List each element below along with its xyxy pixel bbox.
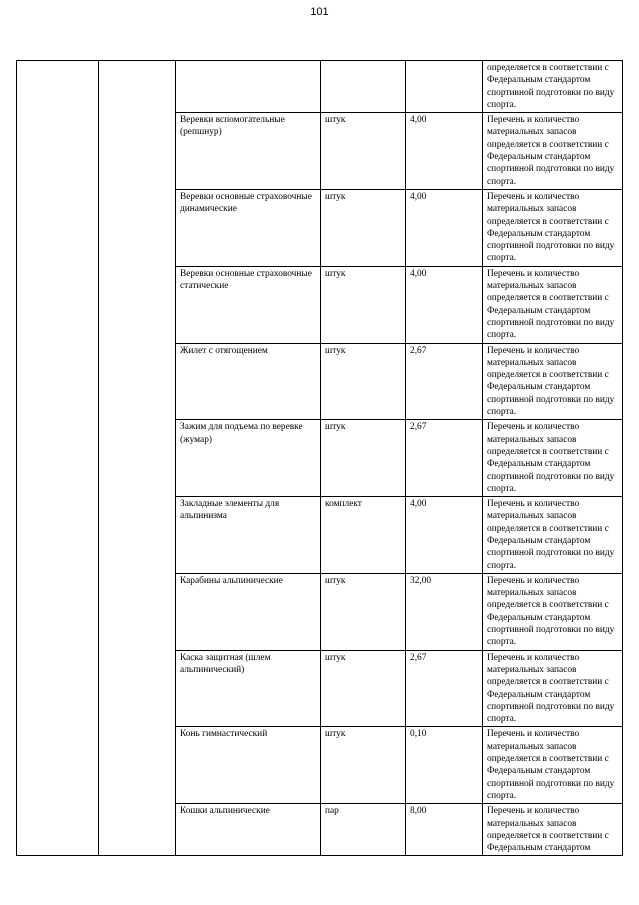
unit-cell <box>321 61 406 113</box>
merged-blank-cell-1 <box>17 61 99 856</box>
name-cell: Каска защитная (шлем альпинический) <box>176 650 321 727</box>
name-cell: Конь гимнастический <box>176 727 321 804</box>
equipment-table <box>16 60 623 856</box>
qty-cell: 2,67 <box>406 420 483 497</box>
name-cell: Кошки альпинические <box>176 804 321 856</box>
merged-blank-cell-2 <box>99 61 176 856</box>
qty-cell: 0,10 <box>406 727 483 804</box>
qty-cell <box>406 61 483 113</box>
note-cell: Перечень и количество материальных запасов определяется в соответствии с Федеральным стандартом спортивной подготовки по виду спорта. <box>483 189 623 266</box>
name-cell: Веревки вспомогательные (репшнур) <box>176 113 321 190</box>
qty-cell: 2,67 <box>406 650 483 727</box>
note-cell: Перечень и количество материальных запасов определяется в соответствии с Федеральным стандартом спортивной подготовки по виду спорта. <box>483 497 623 574</box>
unit-cell: штук <box>321 343 406 420</box>
unit-cell: штук <box>321 420 406 497</box>
name-cell: Веревки основные страховочные статические <box>176 266 321 343</box>
qty-cell: 4,00 <box>406 189 483 266</box>
qty-cell: 4,00 <box>406 266 483 343</box>
unit-cell: штук <box>321 189 406 266</box>
name-cell: Закладные элементы для альпинизма <box>176 497 321 574</box>
note-cell: Перечень и количество материальных запасов определяется в соответствии с Федеральным стандартом спортивной подготовки по виду спорта. <box>483 573 623 650</box>
page-number: 101 <box>310 6 329 18</box>
unit-cell: пар <box>321 804 406 856</box>
qty-cell: 32,00 <box>406 573 483 650</box>
note-cell: Перечень и количество материальных запасов определяется в соответствии с Федеральным стандартом спортивной подготовки по виду спорта. <box>483 266 623 343</box>
name-cell: Жилет с отягощением <box>176 343 321 420</box>
note-cell: Перечень и количество материальных запасов определяется в соответствии с Федеральным стандартом <box>483 804 623 856</box>
qty-cell: 4,00 <box>406 497 483 574</box>
qty-cell: 2,67 <box>406 343 483 420</box>
unit-cell: штук <box>321 266 406 343</box>
note-cell: Перечень и количество материальных запасов определяется в соответствии с Федеральным стандартом спортивной подготовки по виду спорта. <box>483 113 623 190</box>
name-cell <box>176 61 321 113</box>
qty-cell: 4,00 <box>406 113 483 190</box>
table-row <box>17 61 623 113</box>
note-cell: Перечень и количество материальных запасов определяется в соответствии с Федеральным стандартом спортивной подготовки по виду спорта. <box>483 343 623 420</box>
note-cell: определяется в соответствии с Федеральным стандартом спортивной подготовки по виду спорта. <box>483 61 623 113</box>
unit-cell: штук <box>321 727 406 804</box>
qty-cell: 8,00 <box>406 804 483 856</box>
unit-cell: штук <box>321 650 406 727</box>
note-cell: Перечень и количество материальных запасов определяется в соответствии с Федеральным стандартом спортивной подготовки по виду спорта. <box>483 420 623 497</box>
unit-cell: штук <box>321 573 406 650</box>
unit-cell: комплект <box>321 497 406 574</box>
unit-cell: штук <box>321 113 406 190</box>
name-cell: Карабины альпинические <box>176 573 321 650</box>
note-cell: Перечень и количество материальных запасов определяется в соответствии с Федеральным стандартом спортивной подготовки по виду спорта. <box>483 650 623 727</box>
name-cell: Веревки основные страховочные динамические <box>176 189 321 266</box>
name-cell: Зажим для подъема по веревке (жумар) <box>176 420 321 497</box>
note-cell: Перечень и количество материальных запасов определяется в соответствии с Федеральным стандартом спортивной подготовки по виду спорта. <box>483 727 623 804</box>
